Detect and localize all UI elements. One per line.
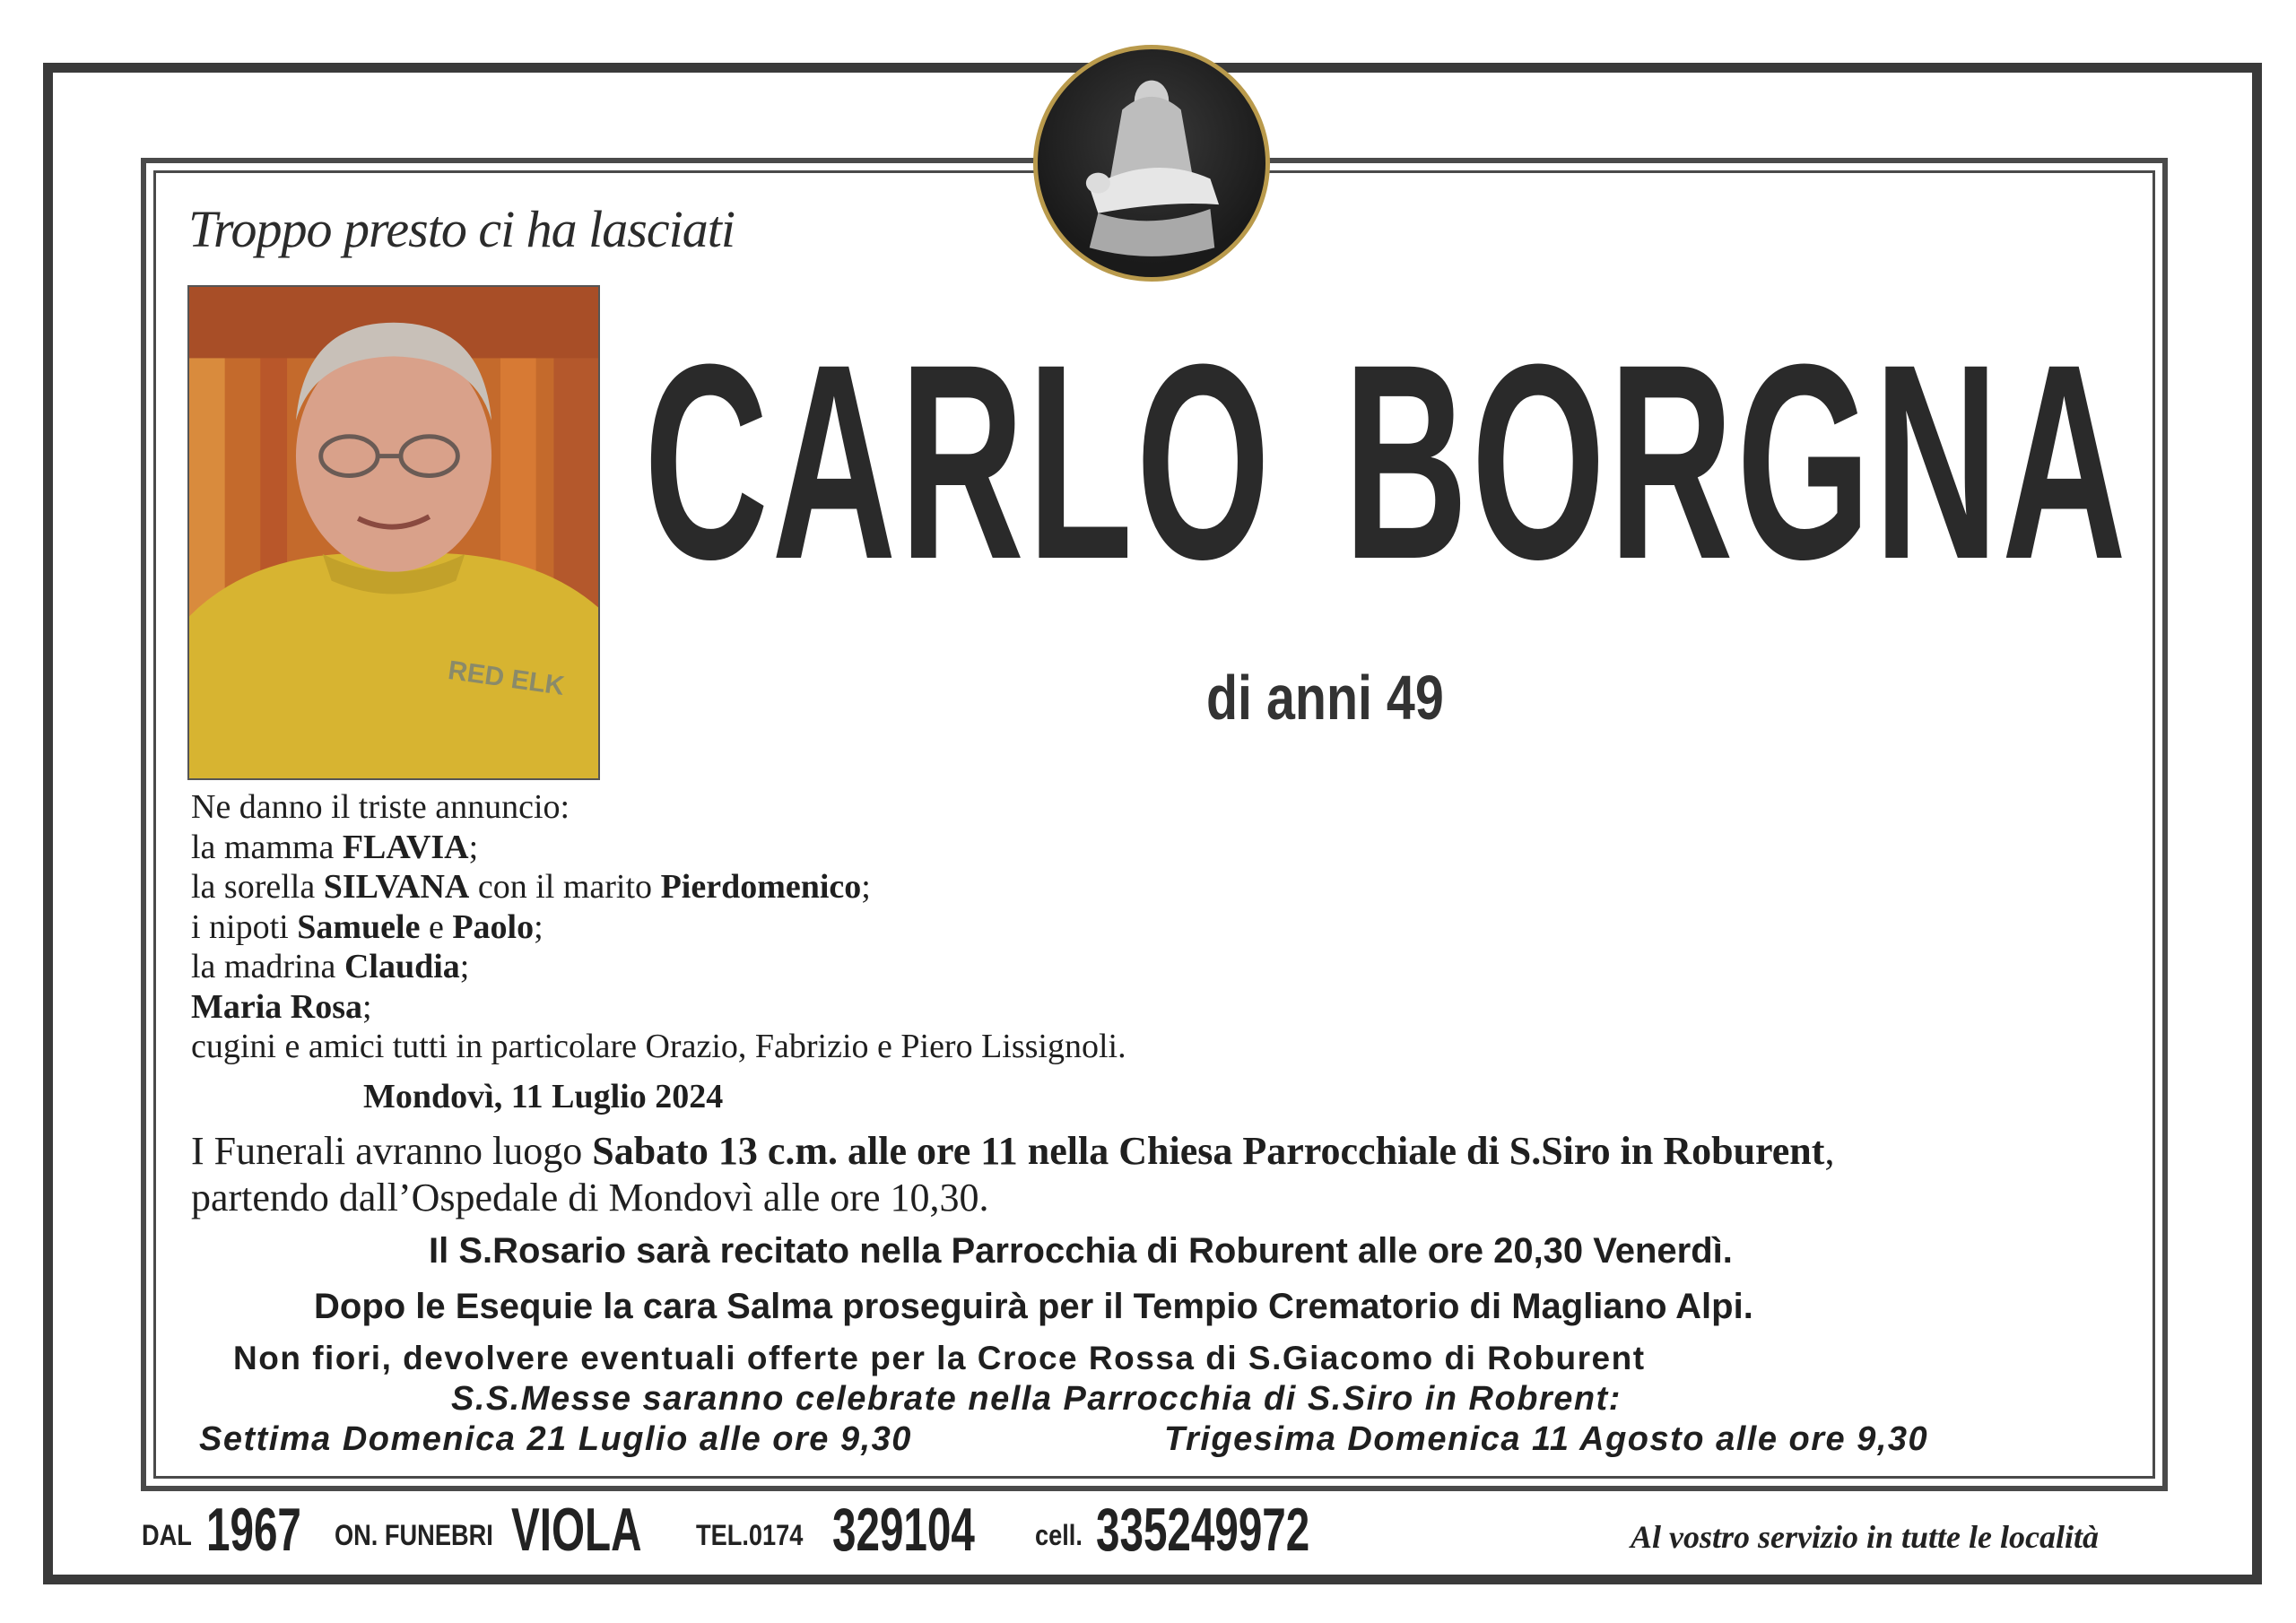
family-line-maria-rosa: Maria Rosa;: [191, 987, 372, 1026]
portrait-photo: [187, 285, 600, 780]
footer-on-funebri: ON. FUNEBRI: [335, 1519, 493, 1551]
age: di anni 49: [1206, 663, 1444, 733]
subtitle: Troppo presto ci ha lasciati: [188, 200, 735, 258]
seventh-day-mass: Settima Domenica 21 Luglio alle ore 9,30: [199, 1420, 912, 1458]
thirtieth-day-mass: Trigesima Domenica 11 Agosto alle ore 9,30: [1164, 1420, 1929, 1458]
family-line-nephews: i nipoti Samuele e Paolo;: [191, 907, 544, 946]
family-intro: Ne danno il triste annuncio:: [191, 788, 570, 826]
footer-cell-label: cell.: [1035, 1519, 1083, 1551]
family-announcement: [191, 787, 1126, 1067]
place-date: Mondovì, 11 Luglio 2024: [363, 1078, 724, 1115]
footer-company: VIOLA: [511, 1496, 642, 1564]
footer-tel-label: TEL.0174: [696, 1519, 804, 1551]
last-name: BORGNA: [1344, 306, 2130, 617]
donation-info: Non fiori, devolvere eventuali offerte per la Croce Rossa di S.Giacomo di Roburent: [233, 1340, 1646, 1376]
deceased-name: [644, 306, 2130, 617]
first-name: CARLO: [644, 306, 1274, 617]
footer-dal: DAL: [142, 1519, 192, 1551]
cremation-info: Dopo le Esequie la cara Salma proseguirà per il Tempio Crematorio di Magliano Alpi.: [314, 1287, 1753, 1326]
footer-service: Al vostro servizio in tutte le località: [1631, 1519, 2099, 1555]
funeral-home-footer: [142, 1493, 2169, 1565]
masses-info: S.S.Messe saranno celebrate nella Parrocchia di S.Siro in Robrent:: [451, 1380, 1622, 1418]
shirt-logo-text: RED ELK: [446, 655, 567, 701]
footer-tel: 329104: [832, 1496, 975, 1564]
family-line-godmother: la madrina Claudia;: [191, 948, 470, 985]
family-line-mother: la mamma FLAVIA;: [191, 828, 479, 866]
family-line-cousins: cugini e amici tutti in particolare Orazio, Fabrizio e Piero Lissignoli.: [191, 1028, 1126, 1065]
rosary-info: Il S.Rosario sarà recitato nella Parrocchia di Roburent alle ore 20,30 Venerdì.: [429, 1231, 1733, 1271]
family-line-sister: la sorella SILVANA con il marito Pierdomenico;: [191, 868, 871, 906]
footer-cell: 335249972: [1096, 1496, 1310, 1564]
footer-year: 1967: [206, 1496, 301, 1564]
pieta-medallion-image: [1033, 45, 1270, 282]
funeral-info: I Funerali avranno luogo Sabato 13 c.m. alle ore 11 nella Chiesa Parrocchiale di S.Siro in Roburent, partendo dall’Ospedale di Mondovì alle ore 10,30.: [191, 1129, 1835, 1219]
